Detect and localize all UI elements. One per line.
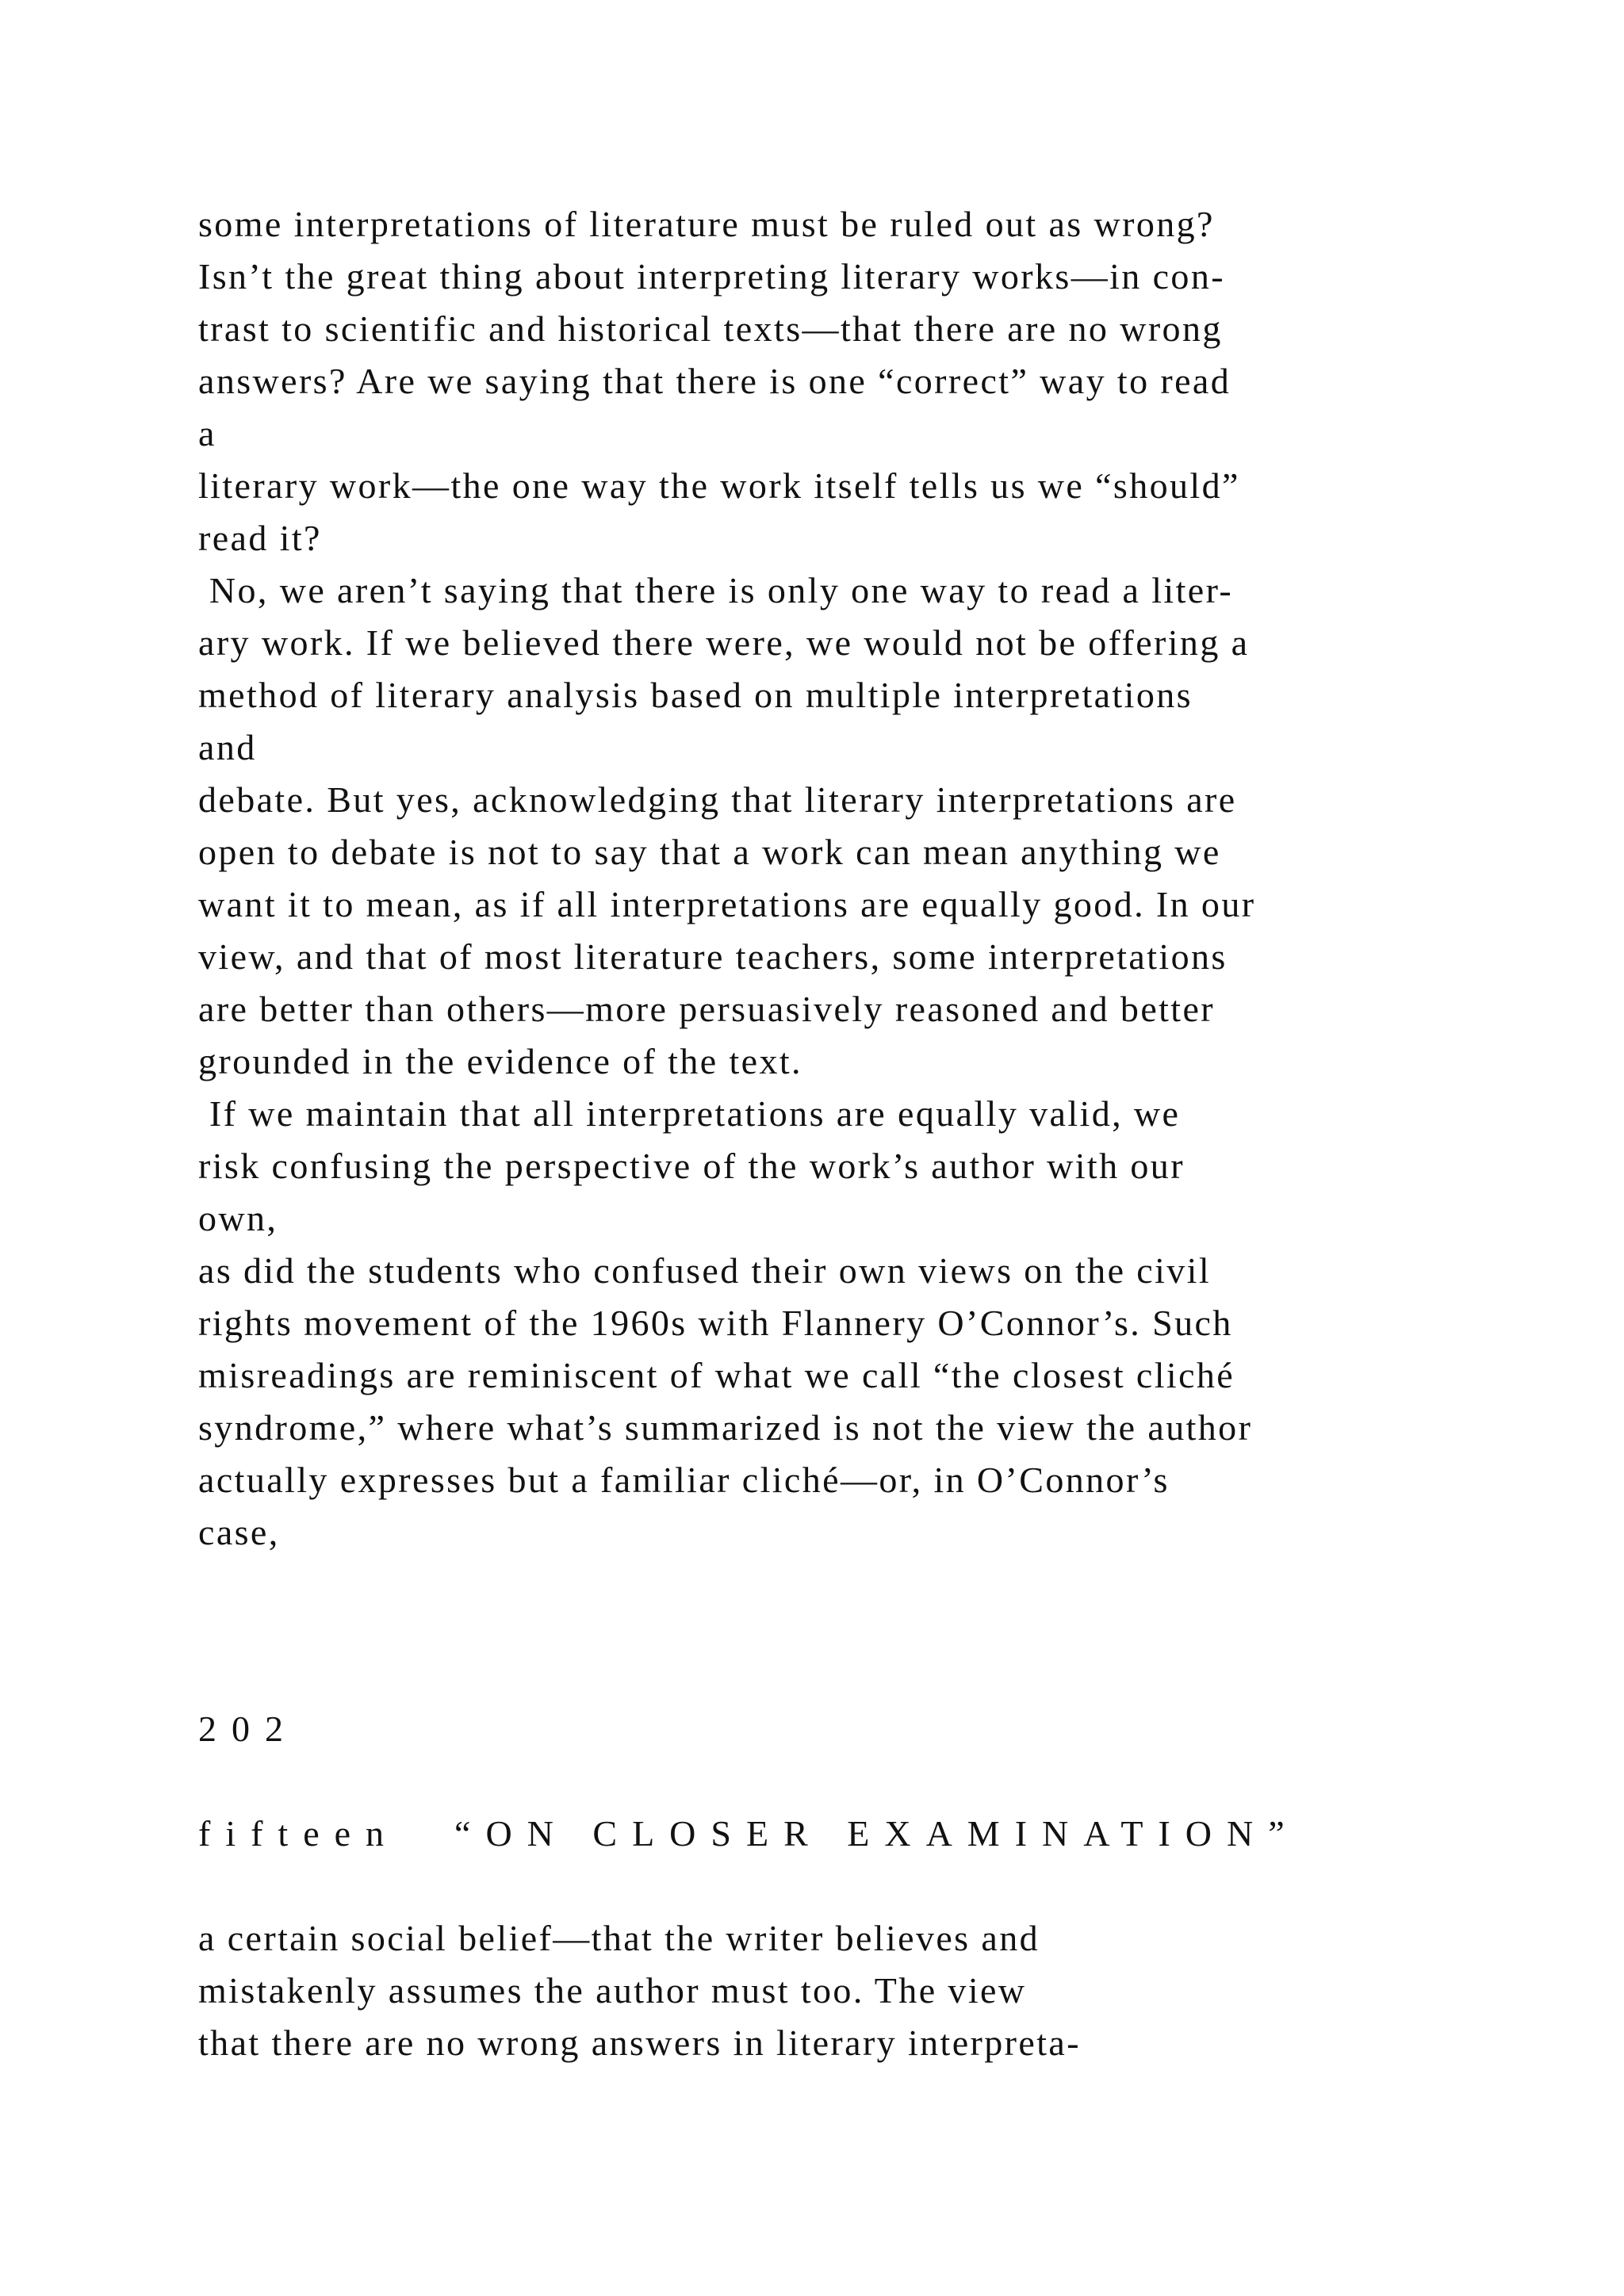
text-line: trast to scientific and historical texts—that there are no wrong — [198, 308, 1223, 349]
text-line: case, — [198, 1512, 280, 1552]
continuation-text-block — [198, 1912, 1578, 2069]
text-line: rights movement of the 1960s with Flannery O’Connor’s. Such — [198, 1303, 1233, 1343]
running-head-line — [198, 1808, 1578, 1860]
text-line: as did the students who confused their own views on the civil — [198, 1250, 1212, 1291]
text-line: some interpretations of literature must be ruled out as wrong? — [198, 204, 1215, 244]
text-line: misreadings are reminiscent of what we call “the closest cliché — [198, 1355, 1235, 1395]
text-line: ary work. If we believed there were, we would not be offering a — [198, 622, 1250, 663]
text-line: want it to mean, as if all interpretations are equally good. In our — [198, 884, 1256, 924]
text-line: own, — [198, 1198, 278, 1238]
text-line: that there are no wrong answers in literary interpreta- — [198, 2022, 1081, 2063]
text-line: If we maintain that all interpretations are equally valid, we — [198, 1093, 1181, 1134]
text-line: a certain social belief—that the writer believes and — [198, 1918, 1040, 1958]
chapter-label: fifteen — [198, 1813, 400, 1854]
text-line: grounded in the evidence of the text. — [198, 1041, 802, 1081]
text-line: answers? Are we saying that there is one “correct” way to read — [198, 361, 1231, 401]
text-line: No, we aren’t saying that there is only one way to read a liter- — [198, 570, 1234, 610]
text-line: literary work—the one way the work itself tells us we “should” — [198, 465, 1240, 506]
text-line: syndrome,” where what’s summarized is not the view the author — [198, 1407, 1253, 1448]
text-line: Isn’t the great thing about interpreting literary works—in con- — [198, 256, 1225, 297]
main-text-block — [198, 198, 1578, 1559]
page-number-block — [198, 1703, 1578, 1755]
text-line: and — [198, 727, 257, 767]
text-line: mistakenly assumes the author must too. The view — [198, 1970, 1027, 2011]
text-line: a — [198, 413, 216, 453]
text-line: method of literary analysis based on multiple interpretations — [198, 675, 1193, 715]
chapter-title: “ON CLOSER EXAMINATION” — [454, 1813, 1300, 1854]
text-line: view, and that of most literature teachers, some interpretations — [198, 936, 1228, 977]
text-line: open to debate is not to say that a work can mean anything we — [198, 832, 1221, 872]
text-line: risk confusing the perspective of the work’s author with our — [198, 1146, 1185, 1186]
running-head — [198, 1808, 1578, 1860]
text-line: debate. But yes, acknowledging that literary interpretations are — [198, 779, 1237, 820]
text-line: actually expresses but a familiar cliché—or, in O’Connor’s — [198, 1460, 1170, 1500]
text-line: read it? — [198, 518, 322, 558]
text-line: are better than others—more persuasively reasoned and better — [198, 989, 1216, 1029]
page-number: 202 — [198, 1709, 298, 1749]
